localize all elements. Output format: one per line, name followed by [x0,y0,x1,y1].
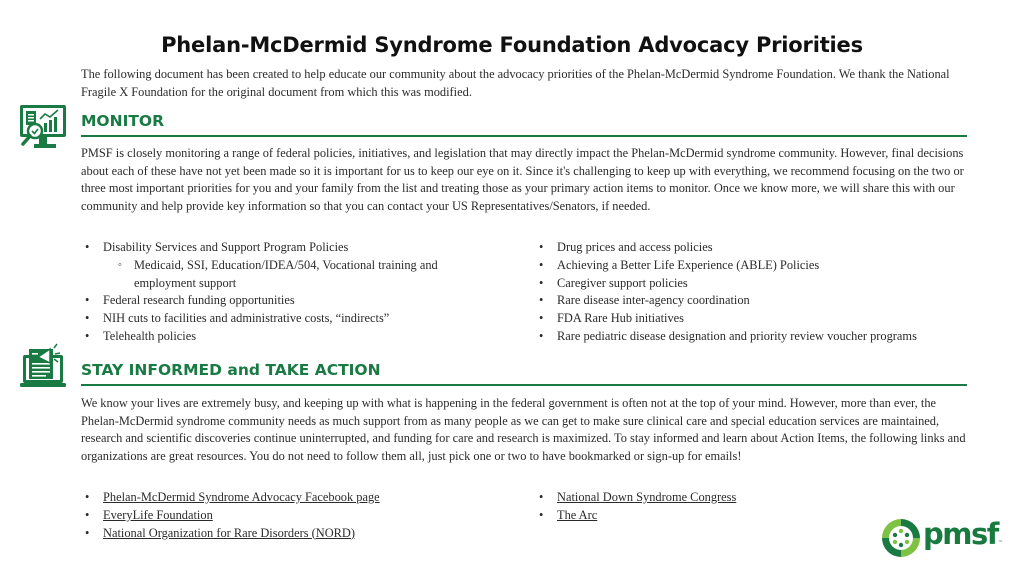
monitor-paragraph: PMSF is closely monitoring a range of federal policies, initiatives, and legislation that may directly impact the Phelan-McDermid syndrome community. However, final decisions about each of these have not yet been made so it is important for us to keep our eye on it. Since it's challenging to keep up with everything, we recommend focusing on the two or three most important priorities for you and your family from the list and treating those as your primary action items to monitor. Once we know more, we will share this with our community and help provide key information so that you can contact your US Representatives/Senators, if needed. [81,146,964,213]
list-item [83,525,523,543]
link-pms-advocacy-facebook[interactable]: Phelan-McDermid Syndrome Advocacy Facebook page [103,490,380,504]
stay-informed-paragraph: We know your lives are extremely busy, and keeping up with what is happening in the federal government is often not at the top of your mind. However, more than ever, the Phelan-McDermid syndrome community needs as much support from as many people as we can get to make sure clinical care and special education services are maintained, research and scientific discoveries continue uninterrupted, and funding for care and research is maximized. To stay informed and learn about Action Items, the following links and organizations are great resources. You do not need to follow them all, just pick one or two to have bookmarked or sign-up for emails! [81,396,966,463]
resource-links-left [83,489,523,542]
link-the-arc[interactable]: The Arc [557,507,598,522]
pmsf-swirl-icon [880,517,922,559]
link-ndsc[interactable]: National Down Syndrome Congress [557,490,737,504]
list-item [83,489,523,507]
list-item: • Rare pediatric disease designation and priority review voucher programs [537,328,977,346]
laptop-megaphone-icon [18,343,68,393]
list-item: • Disability Services and Support Program Policies ◦ Medicaid, SSI, Education/IDEA/504, Vocational training and employment support [83,239,523,292]
intro-paragraph: The following document has been created to help educate our community about the advocacy priorities of the Phelan-McDermid Syndrome Foundation. We thank the National Fragile X Foundation for the original document from which this was modified. [81,67,950,99]
resource-links-right [537,489,837,525]
monitor-analytics-icon [18,103,68,151]
sub-list-item: ◦ Medicaid, SSI, Education/IDEA/504, Vocational training and employment support [103,257,523,293]
list-item: • NIH cuts to facilities and administrative costs, “indirects” [83,310,523,328]
list-item: • Rare disease inter-agency coordination [537,292,977,310]
logo-text: pmsf™ [923,517,1003,551]
list-item [537,507,837,525]
monitor-list-left [83,239,523,346]
link-nord[interactable]: National Organization for Rare Disorders (NORD) [103,525,355,540]
list-item: • Telehealth policies [83,328,523,346]
stay-informed-heading: STAY INFORMED and TAKE ACTION [81,361,967,386]
list-item: • Federal research funding opportunities [83,292,523,310]
list-item: • Drug prices and access policies [537,239,977,257]
pmsf-logo [880,515,1010,561]
monitor-list-right [537,239,977,346]
list-item [83,507,523,525]
link-everylife-foundation[interactable]: EveryLife Foundation [103,507,213,522]
list-item [537,489,837,507]
list-item: • Caregiver support policies [537,275,977,293]
list-item: • Achieving a Better Life Experience (ABLE) Policies [537,257,977,275]
page-title: Phelan-McDermid Syndrome Foundation Advocacy Priorities [161,33,863,57]
monitor-heading: MONITOR [81,112,967,137]
list-item: • FDA Rare Hub initiatives [537,310,977,328]
